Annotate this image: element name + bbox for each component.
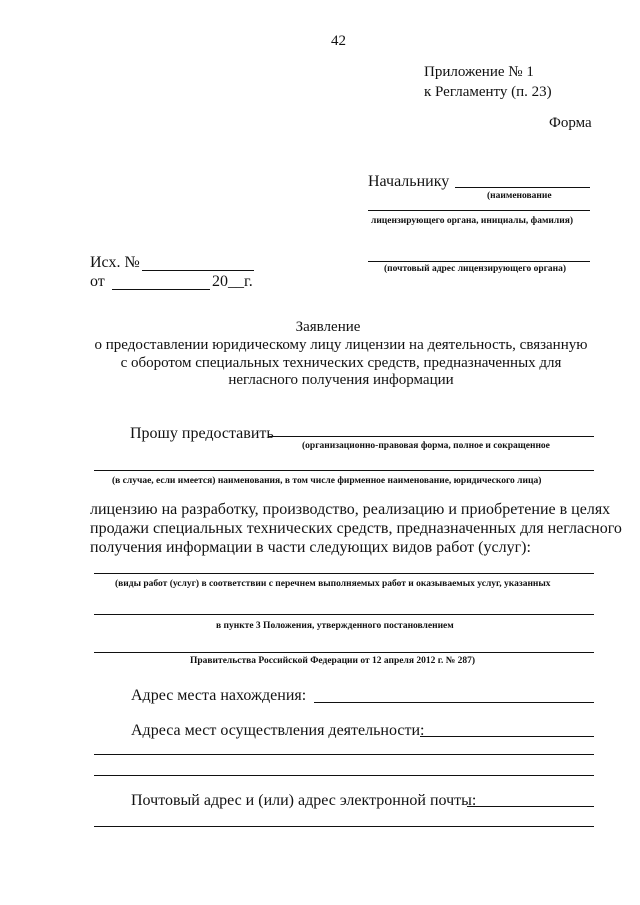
addressee-hint-name: (наименование — [487, 191, 552, 201]
outgoing-from-label: от — [90, 273, 105, 290]
addressee-label: Начальнику — [368, 173, 450, 190]
activity-field[interactable] — [420, 736, 594, 737]
request-org-field[interactable] — [268, 436, 594, 437]
appendix-line2: к Регламенту (п. 23) — [424, 84, 552, 100]
title-line3: с оборотом специальных технических средств, предназначенных для — [120, 355, 562, 371]
activity-label: Адреса мест осуществления деятельности: — [131, 722, 425, 739]
works-field-2[interactable] — [94, 614, 594, 615]
page-number: 42 — [331, 33, 346, 49]
title-line2: о предоставлении юридическому лицу лицензии на деятельность, связанную — [94, 337, 588, 353]
activity-field-2[interactable] — [94, 754, 594, 755]
activity-field-3[interactable] — [94, 775, 594, 776]
location-label: Адрес места нахождения: — [131, 687, 307, 704]
works-field-3[interactable] — [94, 652, 594, 653]
outgoing-date-field[interactable] — [112, 289, 210, 290]
postal-email-field[interactable] — [467, 806, 594, 807]
location-field[interactable] — [314, 702, 594, 703]
request-hint2: (в случае, если имеется) наименования, в том числе фирменное наименование, юридического лица) — [112, 476, 542, 486]
addressee-name-field[interactable] — [455, 187, 590, 188]
title-line4: негласного получения информации — [228, 372, 454, 388]
addressee-address-field[interactable] — [368, 261, 590, 262]
addressee-hint-organ: лицензирующего органа, инициалы, фамилия) — [371, 216, 574, 226]
works-hint1: (виды работ (услуг) в соответствии с перечнем выполняемых работ и оказываемых услуг, указанных — [115, 579, 551, 589]
outgoing-number-label: Исх. № — [90, 254, 140, 271]
request-hint1: (организационно-правовая форма, полное и сокращенное — [302, 441, 550, 451]
addressee-organ-field[interactable] — [368, 210, 590, 211]
document-title: Заявление — [295, 319, 361, 335]
body-line1: лицензию на разработку, производство, реализацию и приобретение в целях — [90, 501, 611, 518]
postal-email-label: Почтовый адрес и (или) адрес электронной почты: — [131, 792, 477, 809]
appendix-line1: Приложение № 1 — [424, 64, 534, 80]
body-line2: продажи специальных технических средств, предназначенных для негласного — [90, 520, 622, 537]
form-label: Форма — [549, 115, 592, 131]
works-hint3: Правительства Российской Федерации от 12 апреля 2012 г. № 287) — [190, 656, 476, 666]
outgoing-year-label: 20__г. — [212, 273, 253, 290]
request-org-field-2[interactable] — [94, 470, 594, 471]
addressee-hint-address: (почтовый адрес лицензирующего органа) — [384, 264, 567, 274]
outgoing-number-field[interactable] — [142, 270, 254, 271]
works-field-1[interactable] — [94, 573, 594, 574]
works-hint2: в пункте 3 Положения, утвержденного постановлением — [216, 621, 454, 631]
request-label: Прошу предоставить — [130, 425, 274, 442]
body-line3: получения информации в части следующих видов работ (услуг): — [90, 539, 531, 556]
postal-email-field-2[interactable] — [94, 826, 594, 827]
